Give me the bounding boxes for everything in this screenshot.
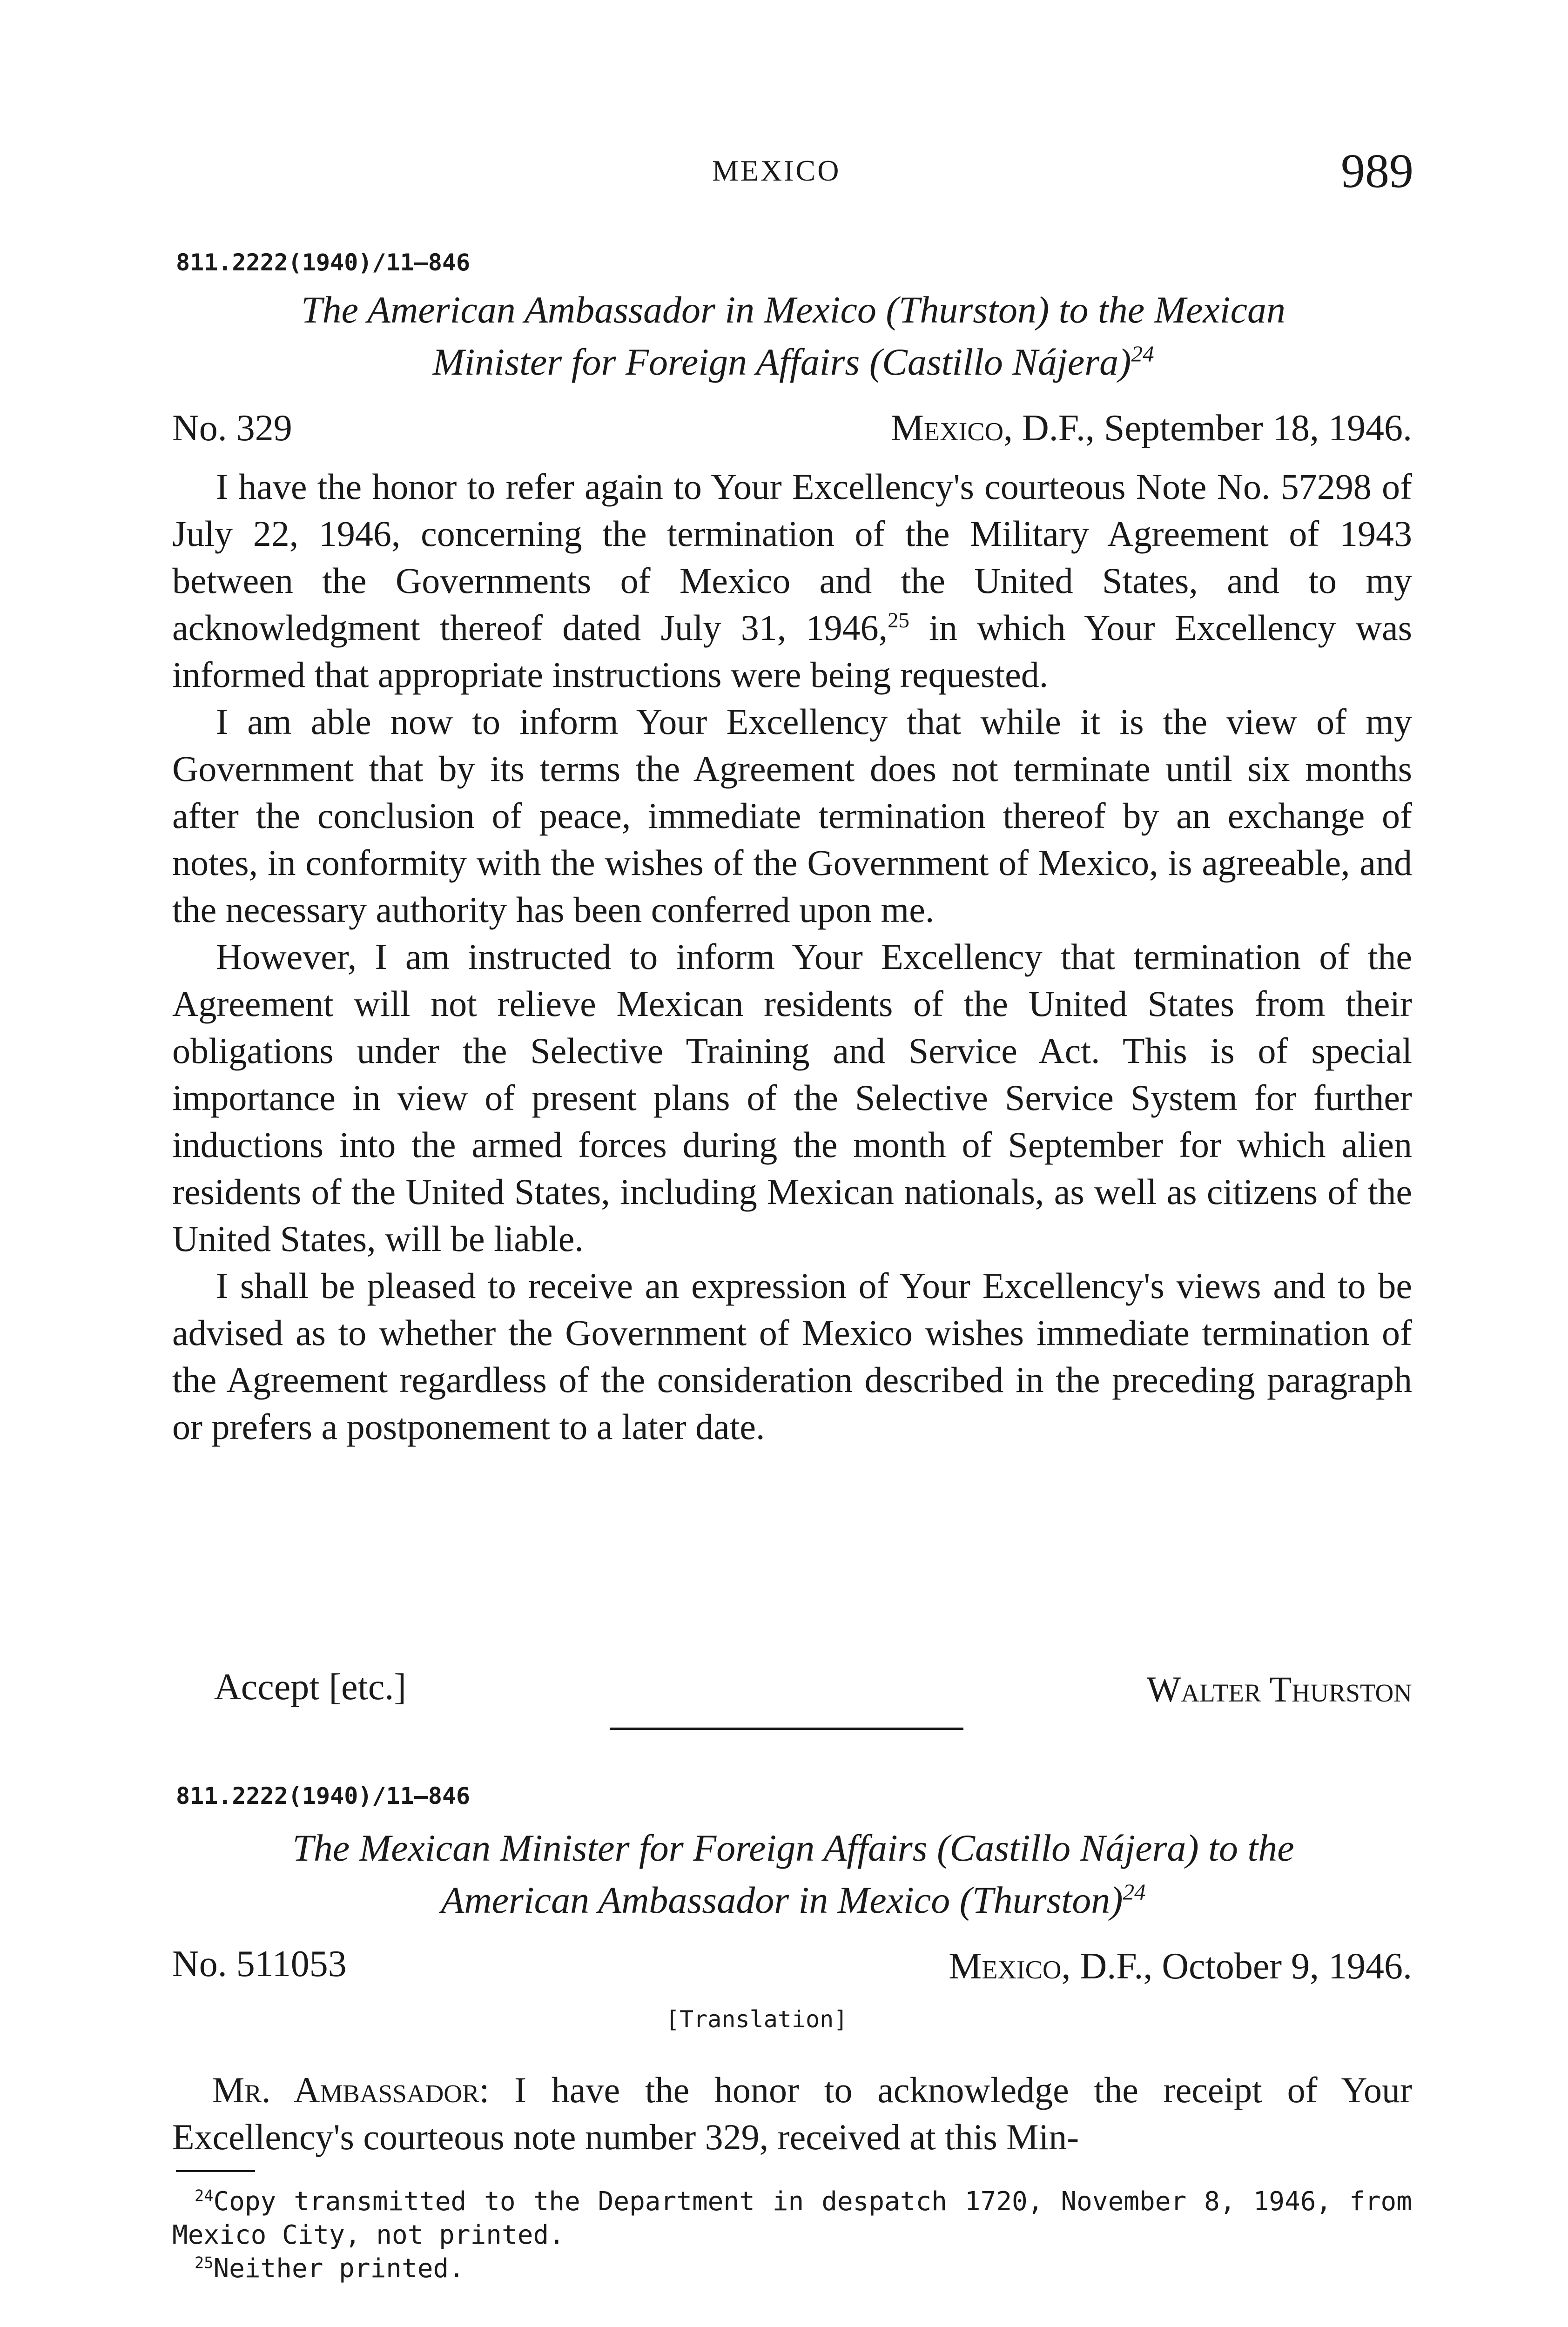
doc1-closing: Accept [etc.] xyxy=(214,1667,407,1708)
doc2-paragraph-text: I have the honor to acknowledge the receipt of Your Excellency's courteous note number 329, received at this Min- xyxy=(172,2070,1412,2157)
doc1-title xyxy=(172,284,1414,388)
doc2-title-line2 xyxy=(172,1874,1414,1926)
doc1-title-line2 xyxy=(172,336,1414,388)
translation-note: [Translation] xyxy=(666,2006,848,2033)
footnote-24-text: Copy transmitted to the Department in despatch 1720, November 8, 1946, from Mexico City, not printed. xyxy=(172,2186,1412,2250)
footnote-25 xyxy=(172,2252,1412,2286)
doc2-title xyxy=(172,1822,1414,1926)
doc2-file-number: 811.2222(1940)/11–846 xyxy=(176,1782,471,1809)
doc1-paragraph-1-text-b: in which Your Excellency was informed that appropriate instructions were being requested. xyxy=(172,607,1412,695)
running-header: MEXICO xyxy=(712,154,841,187)
doc1-paragraph-1-text-a: I have the honor to refer again to Your Excellency's courteous Note No. 57298 of July 22, 1946, concerning the termination of the Military Agreement of 1943 between the Governments of Mexico and the United States, and to my acknowledgment thereof dated July 31, 1946, xyxy=(172,466,1412,648)
doc2-date-place: Mexico xyxy=(949,1946,1062,1987)
doc1-date-rest: , D.F., September 18, 1946. xyxy=(1003,408,1412,449)
doc2-salutation: Mr. Ambassador: xyxy=(212,2070,490,2110)
doc2-number: No. 511053 xyxy=(172,1944,347,1984)
doc2-title-line1: The Mexican Minister for Foreign Affairs (Castillo Nájera) to the xyxy=(292,1827,1294,1869)
doc1-paragraph-3: However, I am instructed to inform Your Excellency that termination of the Agreement will not relieve Mexican residents of the United States from their obligations under the Selective Training and Service Act. This is of special importance in view of present plans of the Selective Service System for further inductions into the armed forces during the month of September for which alien residents of the United States, including Mexican nationals, as well as citizens of the United States, will be liable. xyxy=(172,936,1412,1259)
footnote-25-mark: 25 xyxy=(195,2253,214,2272)
doc2-title-line2-text: American Ambassador in Mexico (Thurston) xyxy=(441,1879,1123,1921)
doc1-paragraph-1 xyxy=(172,463,1412,698)
footnote-ref-24b: 24 xyxy=(1123,1879,1146,1905)
doc2-dateline xyxy=(949,1945,1412,1988)
footnote-25-text: Neither printed. xyxy=(213,2253,464,2284)
doc2-paragraph xyxy=(172,2066,1412,2160)
doc1-dateline xyxy=(891,407,1412,450)
doc1-number: No. 329 xyxy=(172,408,292,449)
doc1-file-number: 811.2222(1940)/11–846 xyxy=(176,249,471,276)
page-number: 989 xyxy=(1341,144,1413,198)
doc1-paragraph-4: I shall be pleased to receive an expression of Your Excellency's views and to be advised as to whether the Government of Mexico wishes immediate termination of the Agreement regardless of the consideration described in the preceding paragraph or prefers a postponement to a later date. xyxy=(172,1265,1412,1447)
doc1-title-line2-text: Minister for Foreign Affairs (Castillo Nájera) xyxy=(432,341,1131,383)
footnotes xyxy=(172,2185,1412,2286)
doc1-paragraph-2: I am able now to inform Your Excellency that while it is the view of my Government that by its terms the Agreement does not terminate until six months after the conclusion of peace, immediate termination thereof by an exchange of notes, in conformity with the wishes of the Government of Mexico, is agreeable, and the necessary authority has been conferred upon me. xyxy=(172,701,1412,930)
doc1-title-line1: The American Ambassador in Mexico (Thurston) to the Mexican xyxy=(301,289,1285,331)
doc1-body xyxy=(172,463,1412,1450)
doc1-date-place: Mexico xyxy=(890,408,1004,449)
doc1-signature: Walter Thurston xyxy=(1146,1669,1412,1709)
doc2-body xyxy=(172,2066,1412,2160)
section-divider xyxy=(610,1728,963,1730)
doc2-date-rest: , D.F., October 9, 1946. xyxy=(1061,1946,1412,1987)
footnote-ref-25: 25 xyxy=(888,608,909,632)
footnote-divider xyxy=(176,2170,255,2172)
footnote-ref-24: 24 xyxy=(1131,341,1154,367)
footnote-24 xyxy=(172,2185,1412,2252)
footnote-24-mark: 24 xyxy=(195,2186,214,2205)
